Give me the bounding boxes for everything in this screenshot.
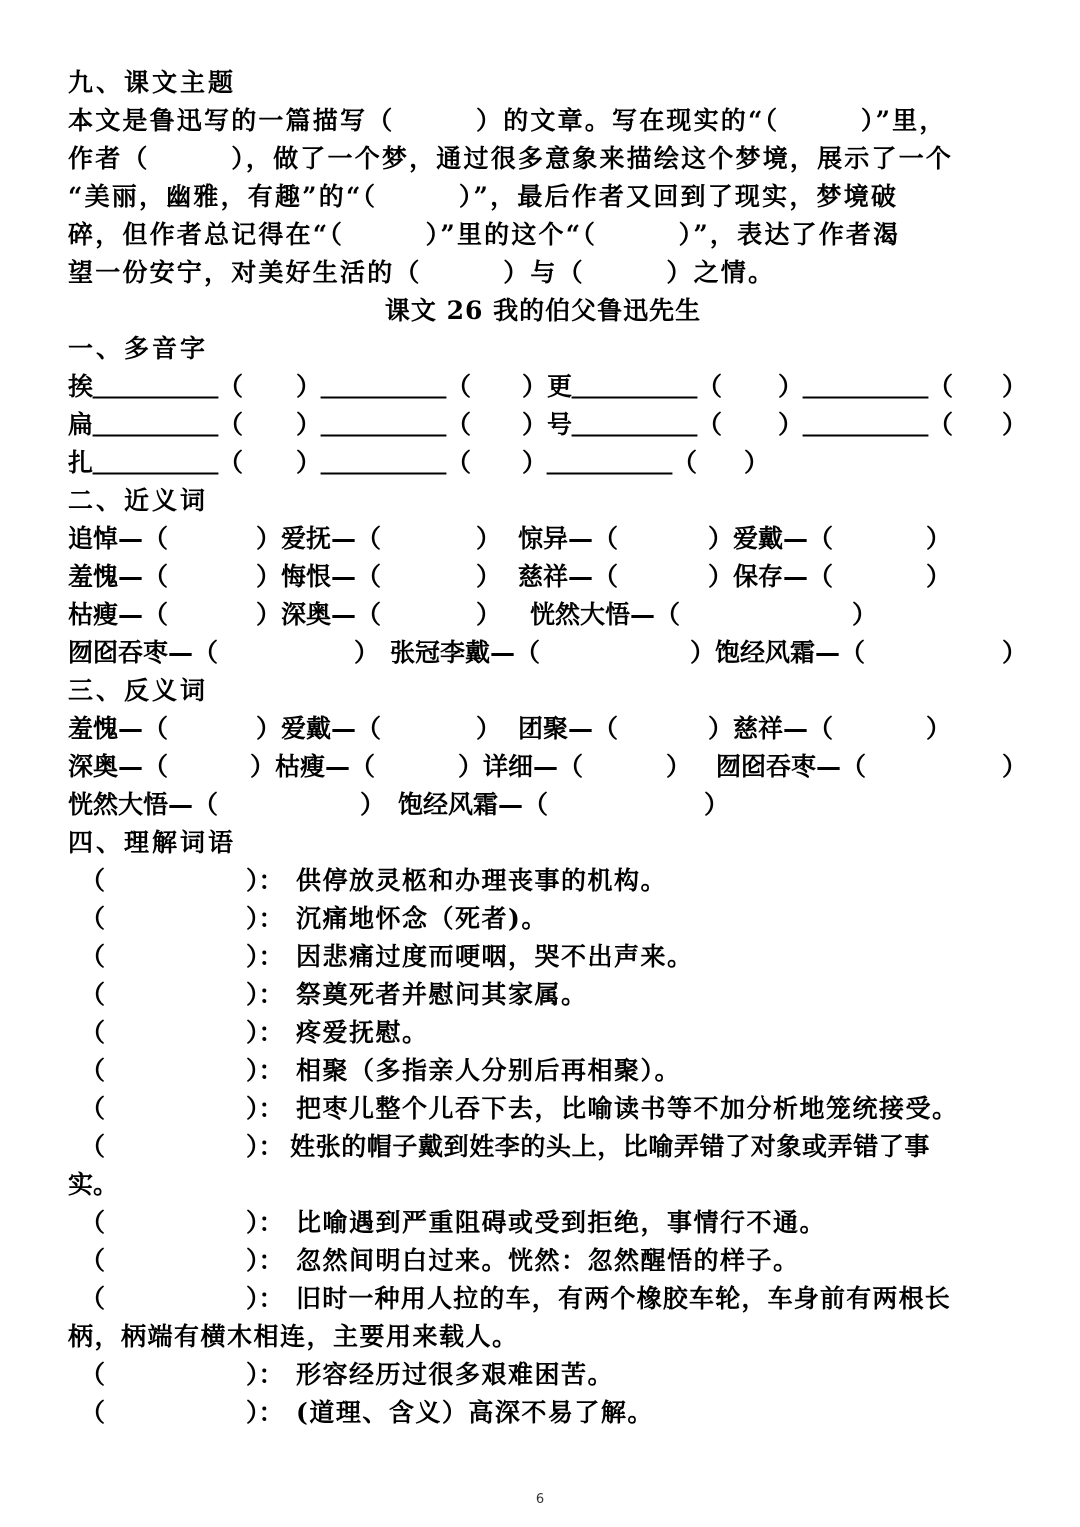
answer-bracket-open: （ bbox=[80, 1398, 106, 1427]
synonym-row bbox=[68, 520, 1018, 558]
answer-bracket-open: （ bbox=[80, 1094, 106, 1123]
theme-line: 望一份安宁，对美好生活的（ ）与（ ）之情。 bbox=[68, 258, 776, 287]
answer-bracket-close: ）： bbox=[246, 1208, 284, 1237]
worksheet-page bbox=[68, 64, 1028, 1432]
theme-paragraph bbox=[68, 102, 1018, 292]
polyphonic-cell: ）＿＿＿＿＿（ bbox=[296, 372, 472, 401]
synonym-cell: 追悼—（ bbox=[68, 524, 169, 553]
synonym-cell: ） bbox=[852, 600, 878, 629]
antonym-row bbox=[68, 710, 1018, 748]
definition-row bbox=[68, 1394, 1018, 1432]
synonym-cell: ） bbox=[476, 562, 502, 591]
answer-bracket-open: （ bbox=[80, 866, 106, 895]
polyphonic-cell: ）＿＿＿＿＿（ bbox=[296, 448, 472, 477]
definition-row bbox=[68, 1356, 1018, 1394]
definition-text: 因悲痛过度而哽咽，哭不出声来。 bbox=[296, 942, 694, 971]
antonym-cell: 团聚—（ bbox=[518, 714, 619, 743]
synonym-cell: 惊异—（ bbox=[518, 524, 619, 553]
polyphonic-cell: ）＿＿＿＿＿（ bbox=[778, 410, 954, 439]
definition-row bbox=[68, 938, 1018, 976]
polyphonic-cell: 挨＿＿＿＿＿（ bbox=[68, 372, 244, 401]
definition-text: 姓张的帽子戴到姓李的头上，比喻弄错了对象或弄错了事 bbox=[290, 1132, 931, 1161]
synonym-row bbox=[68, 596, 1018, 634]
antonym-cell: ） bbox=[926, 714, 952, 743]
synonym-row bbox=[68, 558, 1018, 596]
answer-bracket-close: ）： bbox=[246, 1246, 284, 1275]
antonym-cell: ） bbox=[1002, 752, 1028, 781]
definition-text: 把枣儿整个儿吞下去，比喻读书等不加分析地笼统接受。 bbox=[296, 1094, 959, 1123]
answer-bracket-open: （ bbox=[80, 1284, 106, 1313]
answer-bracket-close: ）： bbox=[246, 1132, 284, 1161]
antonym-cell: 深奥—（ bbox=[68, 752, 169, 781]
polyphonic-row bbox=[68, 368, 1028, 406]
definition-text: 供停放灵柩和办理丧事的机构。 bbox=[296, 866, 668, 895]
page-number: 6 bbox=[535, 1492, 545, 1507]
polyphonic-cell: ） bbox=[1002, 372, 1028, 401]
polyphonic-cell: ） bbox=[744, 448, 770, 477]
antonym-cell: 羞愧—（ bbox=[68, 714, 169, 743]
synonym-cell: ）悔恨—（ bbox=[256, 562, 382, 591]
definition-text: (道理、含义）高深不易了解。 bbox=[296, 1398, 654, 1427]
answer-bracket-close: ）： bbox=[246, 1018, 284, 1047]
answer-bracket-close: ）： bbox=[246, 866, 284, 895]
definition-text: 疼爱抚慰。 bbox=[296, 1018, 429, 1047]
synonym-cell: 羞愧—（ bbox=[68, 562, 169, 591]
definition-text: 旧时一种用人拉的车，有两个橡胶车轮，车身前有两根长 bbox=[296, 1284, 952, 1313]
antonym-cell: 囫囵吞枣—（ bbox=[716, 752, 867, 781]
antonym-cell: ） bbox=[704, 790, 730, 819]
answer-bracket-close: ）： bbox=[246, 1398, 284, 1427]
synonym-cell: 枯瘦—（ bbox=[68, 600, 169, 629]
section-title-antonyms: 三、反义词 bbox=[68, 676, 209, 705]
antonym-row bbox=[68, 748, 1028, 786]
definition-text: 忽然间明白过来。恍然：忽然醒悟的样子。 bbox=[296, 1246, 800, 1275]
synonym-cell: 恍然大悟—（ bbox=[530, 600, 681, 629]
synonym-cell: ） bbox=[354, 638, 380, 667]
antonym-cell: ）慈祥—（ bbox=[708, 714, 834, 743]
answer-bracket-open: （ bbox=[80, 980, 106, 1009]
definition-row bbox=[68, 1204, 1018, 1242]
polyphonic-cell: ）＿＿＿＿＿（ bbox=[296, 410, 472, 439]
definition-row bbox=[68, 900, 1018, 938]
synonym-cell: ）饱经风霜—（ bbox=[690, 638, 866, 667]
polyphonic-cell: ）号＿＿＿＿＿（ bbox=[522, 410, 723, 439]
synonym-row bbox=[68, 634, 1028, 672]
definition-continuation: 柄，柄端有横木相连，主要用来载人。 bbox=[68, 1322, 519, 1351]
definition-text: 形容经历过很多艰难困苦。 bbox=[296, 1360, 615, 1389]
antonym-cell: 饱经风霜—（ bbox=[398, 790, 549, 819]
answer-bracket-open: （ bbox=[80, 1208, 106, 1237]
answer-bracket-open: （ bbox=[80, 1246, 106, 1275]
answer-bracket-open: （ bbox=[80, 1360, 106, 1389]
antonym-cell: ） bbox=[476, 714, 502, 743]
synonym-cell: 囫囵吞枣—（ bbox=[68, 638, 219, 667]
answer-bracket-close: ）： bbox=[246, 1360, 284, 1389]
antonym-cell: ）枯瘦—（ bbox=[250, 752, 376, 781]
antonym-cell: ）爱戴—（ bbox=[256, 714, 382, 743]
definition-continuation: 实。 bbox=[68, 1170, 119, 1199]
antonym-cell: ）详细—（ bbox=[458, 752, 584, 781]
section-title-polyphonic: 一、多音字 bbox=[68, 334, 209, 363]
answer-bracket-close: ）： bbox=[246, 1056, 284, 1085]
synonym-cell: ） bbox=[1002, 638, 1028, 667]
synonym-cell: ）深奥—（ bbox=[256, 600, 382, 629]
synonym-cell: ）爱戴—（ bbox=[708, 524, 834, 553]
synonym-cell: ） bbox=[476, 600, 502, 629]
answer-bracket-open: （ bbox=[80, 942, 106, 971]
definition-text: 祭奠死者并慰问其家属。 bbox=[296, 980, 588, 1009]
answer-bracket-open: （ bbox=[80, 1056, 106, 1085]
polyphonic-cell: ）＿＿＿＿＿（ bbox=[778, 372, 954, 401]
synonym-cell: 张冠李戴—（ bbox=[390, 638, 541, 667]
polyphonic-cell: 扁＿＿＿＿＿（ bbox=[68, 410, 244, 439]
section-title-word-meaning: 四、理解词语 bbox=[68, 828, 237, 857]
answer-bracket-open: （ bbox=[80, 904, 106, 933]
synonym-cell: 慈祥—（ bbox=[518, 562, 619, 591]
definition-row bbox=[68, 862, 1018, 900]
answer-bracket-close: ）： bbox=[246, 1094, 284, 1123]
definition-row bbox=[68, 976, 1018, 1014]
section-title-theme: 九、课文主题 bbox=[68, 68, 237, 97]
polyphonic-cell: ）更＿＿＿＿＿（ bbox=[522, 372, 723, 401]
answer-bracket-open: （ bbox=[80, 1132, 106, 1161]
antonym-cell: 恍然大悟—（ bbox=[68, 790, 219, 819]
polyphonic-cell: 扎＿＿＿＿＿（ bbox=[68, 448, 244, 477]
definition-row bbox=[68, 1014, 1018, 1052]
definition-row bbox=[68, 1052, 1018, 1090]
definition-row bbox=[68, 1128, 1018, 1166]
definition-row bbox=[68, 1090, 1018, 1128]
polyphonic-cell: ） bbox=[1002, 410, 1028, 439]
definition-row bbox=[68, 1280, 1018, 1318]
synonym-cell: ）爱抚—（ bbox=[256, 524, 382, 553]
answer-bracket-close: ）： bbox=[246, 942, 284, 971]
theme-line: 碎，但作者总记得在“（ ）”里的这个“（ ）”，表达了作者渴 bbox=[68, 220, 901, 249]
section-title-synonyms: 二、近义词 bbox=[68, 486, 209, 515]
lesson-title: 课文 26 我的伯父鲁迅先生 bbox=[384, 296, 702, 325]
synonym-cell: ） bbox=[476, 524, 502, 553]
polyphonic-cell: ）＿＿＿＿＿（ bbox=[522, 448, 698, 477]
answer-bracket-close: ）： bbox=[246, 904, 284, 933]
synonym-cell: ） bbox=[926, 524, 952, 553]
definition-text: 相聚（多指亲人分别后再相聚）。 bbox=[296, 1056, 682, 1085]
answer-bracket-open: （ bbox=[80, 1018, 106, 1047]
antonym-cell: ） bbox=[666, 752, 692, 781]
answer-bracket-close: ）： bbox=[246, 1284, 284, 1313]
synonym-cell: ）保存—（ bbox=[708, 562, 834, 591]
answer-bracket-close: ）： bbox=[246, 980, 284, 1009]
antonym-row bbox=[68, 786, 1018, 824]
definition-text: 沉痛地怀念（死者)。 bbox=[296, 904, 548, 933]
polyphonic-row bbox=[68, 406, 1028, 444]
definition-text: 比喻遇到严重阻碍或受到拒绝，事情行不通。 bbox=[296, 1208, 827, 1237]
theme-line: “美丽，幽雅，有趣”的“（ ）”，最后作者又回到了现实，梦境破 bbox=[68, 182, 899, 211]
polyphonic-row bbox=[68, 444, 1018, 482]
antonym-cell: ） bbox=[360, 790, 386, 819]
theme-line: 作者（ ），做了一个梦，通过很多意象来描绘这个梦境，展示了一个 bbox=[68, 144, 954, 173]
definition-row bbox=[68, 1242, 1018, 1280]
synonym-cell: ） bbox=[926, 562, 952, 591]
theme-line: 本文是鲁迅写的一篇描写（ ）的文章。写在现实的“（ ）”里， bbox=[68, 106, 947, 135]
